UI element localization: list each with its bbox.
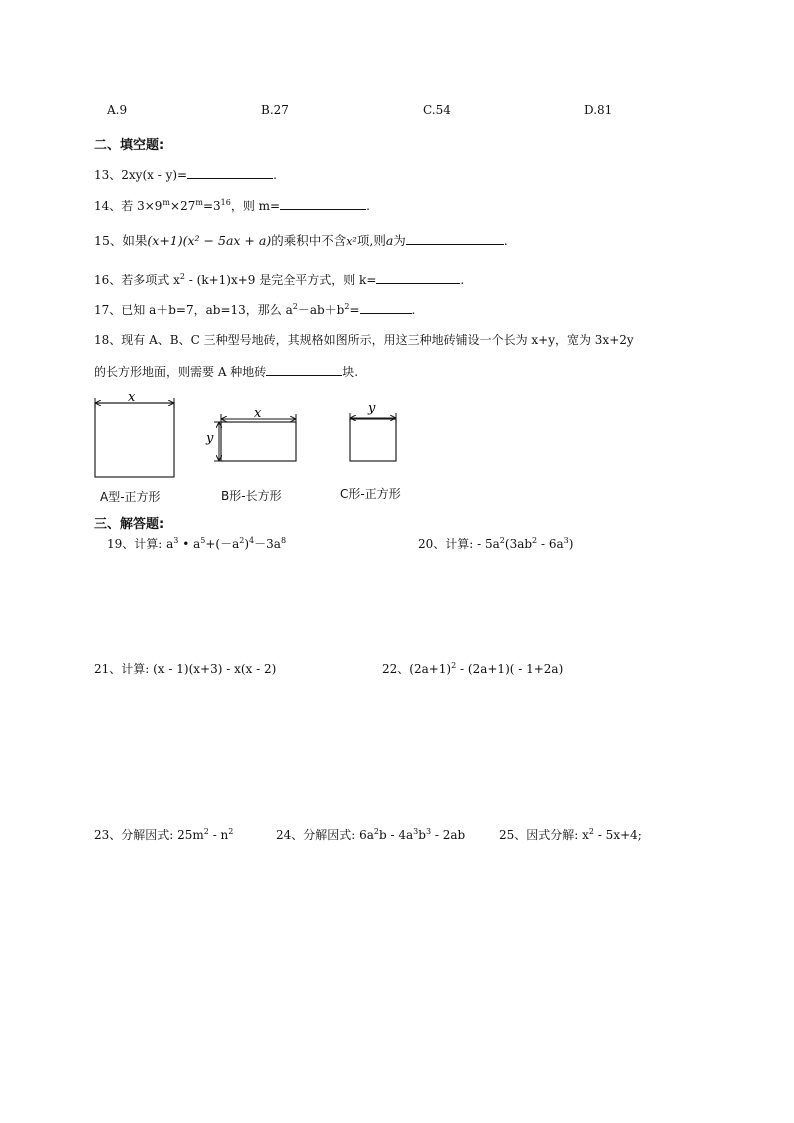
q15-num: 15、如果 <box>94 233 148 248</box>
section-3-title: 三、解答题: <box>94 517 165 532</box>
q16-pre: 16、若多项式 x <box>94 273 180 287</box>
question-13 <box>94 166 277 183</box>
q14-sup1: m <box>162 198 171 207</box>
q15-post: 为 <box>393 233 406 248</box>
q19-s5: 8 <box>280 536 287 545</box>
q20-s2: 2 <box>532 536 538 545</box>
q22-post: - (2a+1)( - 1+2a) <box>456 662 564 676</box>
q25-pre: 25、因式分解: x <box>499 828 589 842</box>
q20-s1: 2 <box>499 536 505 545</box>
q14-answer-blank <box>280 197 366 210</box>
q22-sup: 2 <box>451 661 457 670</box>
q19-s2: 5 <box>200 536 206 545</box>
q20-m2: - 6a <box>537 537 564 551</box>
q18-answer-blank <box>266 363 342 376</box>
q22-pre: 22、(2a+1) <box>382 662 452 676</box>
q24-post: - 2ab <box>431 828 466 842</box>
question-25 <box>499 826 642 843</box>
q15-answer-blank <box>406 232 504 245</box>
q13-end: . <box>273 168 277 182</box>
q14-post: ，则 m= <box>230 199 281 213</box>
question-16 <box>94 271 464 288</box>
question-23 <box>94 826 233 843</box>
question-18-line2 <box>94 363 358 380</box>
option-a: A.9 <box>107 103 128 117</box>
q24-m2: b <box>418 828 426 842</box>
q15-end: . <box>503 233 508 248</box>
question-21: 21、计算: (x - 1)(x+3) - x(x - 2) <box>94 662 277 676</box>
q18-line2b: 块. <box>342 365 359 379</box>
q19-pre: 19、计算: a <box>107 537 174 551</box>
q15-mid2: 项,则 <box>356 233 386 248</box>
q17-pre: 17、已知 a＋b=7，ab=13，那么 a <box>94 303 293 317</box>
q16-answer-blank <box>376 271 460 284</box>
q23-post: - n <box>208 828 229 842</box>
q19-m3: ) <box>244 537 250 551</box>
option-b: B.27 <box>261 103 289 117</box>
q17-sup1: 2 <box>292 302 298 311</box>
q20-s3: 3 <box>563 536 569 545</box>
q15-term: x² <box>346 235 357 248</box>
q14-mid2: =3 <box>202 199 221 213</box>
q23-sup2: 2 <box>228 827 234 836</box>
question-14 <box>94 197 370 214</box>
tile-b-label-y: y <box>206 431 214 446</box>
q23-sup: 2 <box>203 827 209 836</box>
tile-c-square <box>350 401 396 461</box>
question-19 <box>107 535 286 552</box>
q19-m1: • a <box>178 537 201 551</box>
question-15 <box>94 231 508 249</box>
q14-sup3: 16 <box>220 198 231 207</box>
q16-sup: 2 <box>179 272 185 281</box>
question-20 <box>418 535 573 552</box>
q23-pre: 23、分解因式: 25m <box>94 828 204 842</box>
tile-a-caption: A型-正方形 <box>100 490 161 504</box>
tile-b-caption: B形-长方形 <box>221 489 282 503</box>
q14-mid: ×27 <box>170 199 196 213</box>
q16-end: . <box>460 273 465 287</box>
q15-expression: (x+1)(x² − 5ax + a) <box>147 233 272 248</box>
q14-pre: 14、若 3×9 <box>94 199 163 213</box>
section-2-title: 二、填空题: <box>94 138 165 153</box>
q25-sup: 2 <box>588 827 594 836</box>
q24-m1: b - 4a <box>379 828 414 842</box>
q19-m4: －3a <box>254 537 281 551</box>
q17-end: . <box>411 303 416 317</box>
q13-answer-blank <box>187 166 273 179</box>
option-c: C.54 <box>423 103 451 117</box>
q15-mid: 的乘积中不含 <box>271 233 347 248</box>
q14-sup2: m <box>195 198 203 207</box>
q17-mid: －ab＋b <box>297 303 345 317</box>
tile-c-label: y <box>368 401 376 416</box>
tiles-figure <box>88 388 428 480</box>
q15-var: a <box>385 233 394 248</box>
q24-s1: 2 <box>373 827 380 836</box>
question-17 <box>94 301 415 318</box>
tile-a-square <box>95 390 174 477</box>
q24-pre: 24、分解因式: 6a <box>276 828 374 842</box>
tile-b-label-x: x <box>254 406 262 421</box>
q16-post: - (k+1)x+9 是完全平方式，则 k= <box>184 273 377 287</box>
q20-m1: (3ab <box>504 537 533 551</box>
q17-answer-blank <box>360 301 412 314</box>
q19-m2: +(－a <box>205 537 240 551</box>
q20-pre: 20、计算: - 5a <box>418 537 500 551</box>
question-22 <box>382 660 563 677</box>
q18-line2a: 的长方形地面，则需要 A 种地砖 <box>94 365 267 379</box>
tile-a-label: x <box>128 390 136 405</box>
q19-s1: 3 <box>173 536 179 545</box>
question-24 <box>276 826 465 843</box>
tile-c-caption: C形-正方形 <box>340 487 401 501</box>
option-d: D.81 <box>584 103 613 117</box>
q17-sup2: 2 <box>344 302 350 311</box>
q25-post: - 5x+4; <box>594 828 642 842</box>
q24-s2: 3 <box>413 827 419 836</box>
q19-s4: 4 <box>249 536 255 545</box>
q19-s3: 2 <box>239 536 245 545</box>
q13-text: 13、2xy(x - y)= <box>94 168 188 182</box>
q14-end: . <box>366 199 370 213</box>
q24-s3: 3 <box>425 827 432 836</box>
q20-post: ) <box>568 537 574 551</box>
q17-post: = <box>349 303 360 317</box>
tile-b-rectangle <box>205 406 296 461</box>
question-18-line1: 18、现有 A、B、C 三种型号地砖，其规格如图所示，用这三种地砖铺设一个长为 x+y，宽为 3x+2y <box>94 333 634 347</box>
